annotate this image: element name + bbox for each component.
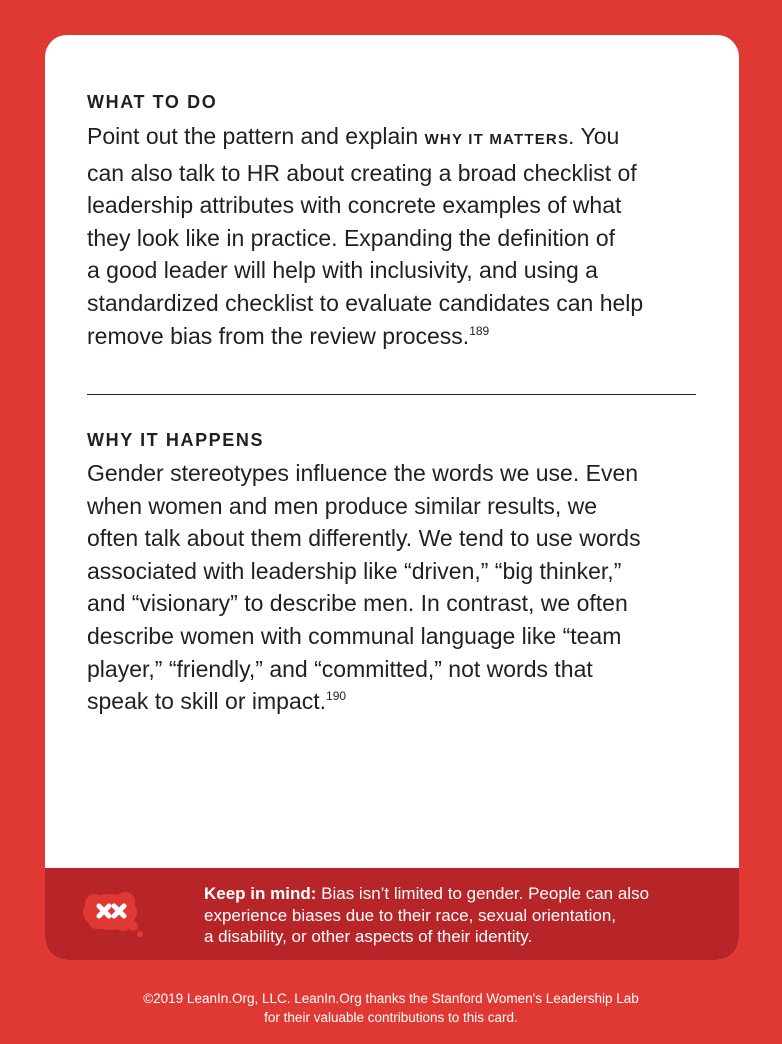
text-line: experience biases due to their race, sexual orientation, — [204, 905, 617, 925]
text-line: remove bias from the review process. — [87, 322, 470, 349]
footer-line: ©2019 LeanIn.Org, LLC. LeanIn.Org thanks the Stanford Women's Leadership Lab — [143, 991, 639, 1006]
footnote-ref: 190 — [326, 689, 347, 704]
text: Bias isn’t limited to gender. People can also — [316, 884, 650, 903]
text-line: a disability, or other aspects of their identity. — [204, 927, 533, 946]
what-to-do-text — [87, 120, 643, 352]
text-line: speak to skill or impact. — [87, 688, 327, 715]
text-line: and “visionary” to describe men. In contrast, we often — [87, 590, 628, 617]
card — [45, 35, 739, 960]
footer-line: for their valuable contributions to this card. — [264, 1010, 518, 1025]
copyright-footer — [0, 989, 782, 1027]
text-line: can also talk to HR about creating a broad checklist of — [87, 159, 637, 186]
emphasis: WHY IT MATTERS. — [424, 131, 575, 148]
text-line: player,” “friendly,” and “committed,” not words that — [87, 655, 593, 682]
text-line: describe women with communal language like “team — [87, 622, 622, 649]
text-line: associated with leadership like “driven,” “big thinker,” — [87, 557, 622, 584]
keep-in-mind-label: Keep in mind: — [204, 884, 317, 903]
keep-in-mind-text — [204, 883, 649, 948]
what-to-do-heading: WHAT TO DO — [87, 92, 218, 112]
text: You — [574, 123, 620, 149]
text-line: Gender stereotypes influence the words we use. Even — [87, 460, 639, 486]
text-line: often talk about them differently. We tend to use words — [87, 525, 641, 552]
text-line: when women and men produce similar results, we — [87, 492, 598, 519]
why-it-happens-text — [87, 457, 641, 718]
text-line: leadership attributes with concrete examples of what — [87, 192, 622, 219]
thought-bubble-xx-icon — [83, 888, 183, 940]
footnote-ref: 189 — [469, 323, 490, 338]
text-line: standardized checklist to evaluate candidates can help — [87, 289, 644, 316]
text-line: a good leader will help with inclusivity, and using a — [87, 257, 598, 284]
keep-in-mind-banner — [45, 868, 739, 960]
text-line: they look like in practice. Expanding the definition of — [87, 224, 616, 251]
text: Point out the pattern and explain — [87, 123, 425, 149]
why-it-happens-heading: WHY IT HAPPENS — [87, 430, 265, 450]
divider — [87, 394, 696, 395]
